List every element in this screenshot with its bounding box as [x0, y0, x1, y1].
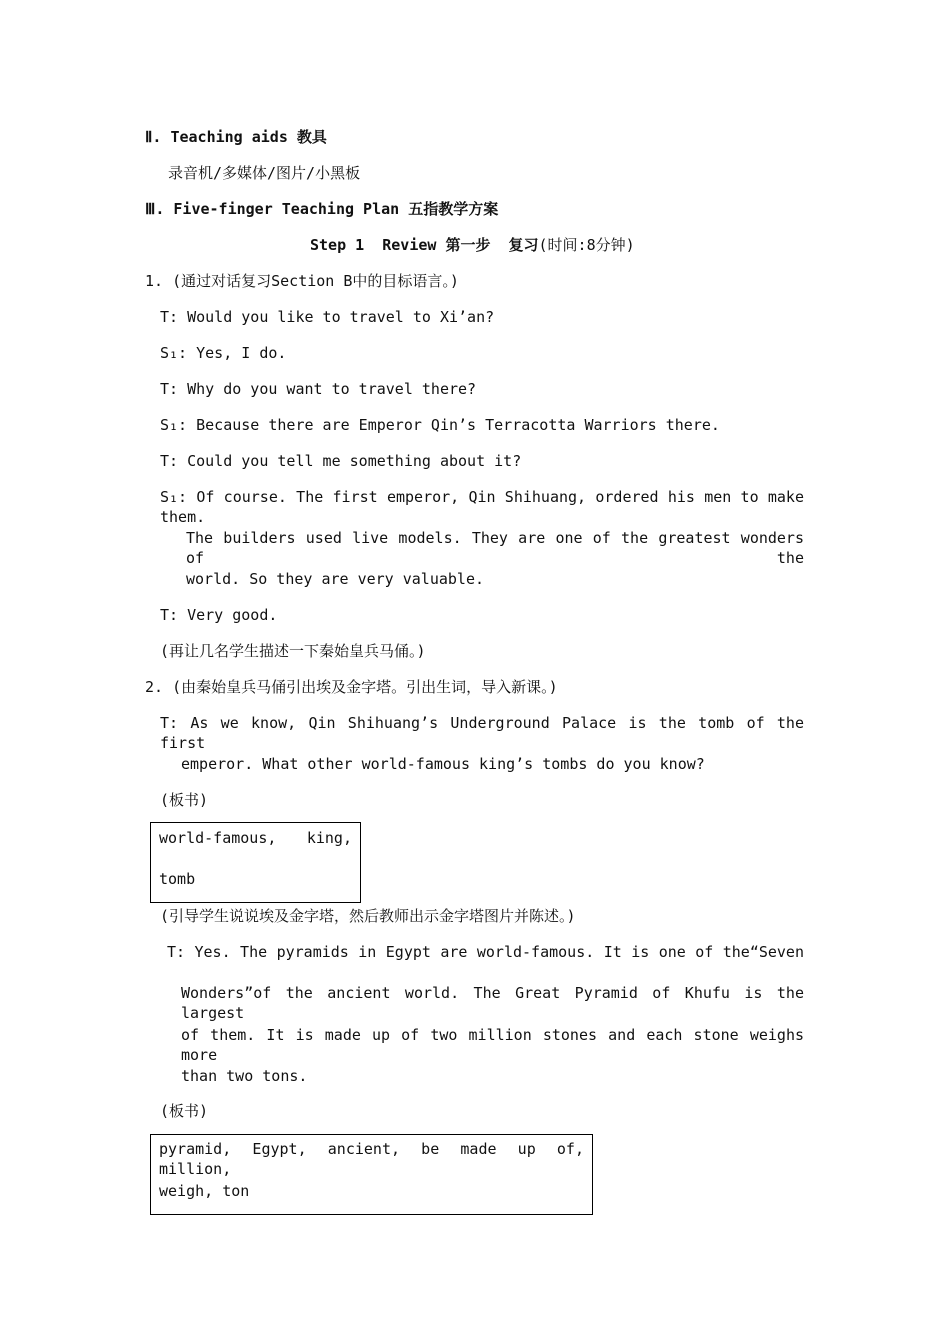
part-2-note: (引导学生说说埃及金字塔，然后教师出示金字塔图片并陈述。): [160, 907, 576, 925]
dialogue-line: S₁: Because there are Emperor Qin’s Terracotta Warriors there.: [160, 416, 720, 434]
board-label: (板书): [160, 791, 209, 809]
blackboard-box-2: [150, 1134, 593, 1215]
step-1-title: Step 1 Review 第一步 复习: [310, 236, 539, 254]
teacher-line: Wonders”of the ancient world. The Great Pyramid of Khufu is the largest: [181, 984, 804, 1022]
part-2-intro: 2. (由秦始皇兵马俑引出埃及金字塔。引出生词，导入新课。): [145, 678, 558, 696]
board-row: [159, 828, 352, 848]
dialogue-line: T: Very good.: [160, 606, 278, 624]
board-word: world-famous,: [159, 829, 277, 847]
board-row: pyramid, Egypt, ancient, be made up of, million,: [159, 1140, 584, 1178]
part-1-note: (再让几名学生描述一下秦始皇兵马俑。): [160, 642, 426, 660]
teacher-line: emperor. What other world-famous king’s tombs do you know?: [181, 755, 705, 773]
dialogue-line: S₁: Of course. The first emperor, Qin Shihuang, ordered his men to make them.: [160, 488, 804, 526]
dialogue-line: T: Would you like to travel to Xi’an?: [160, 308, 495, 326]
blackboard-box-1: [150, 822, 361, 903]
dialogue-line: S₁: Yes, I do.: [160, 344, 287, 362]
board-row: [159, 869, 352, 889]
board-label: (板书): [160, 1102, 209, 1120]
board-word: king,: [306, 829, 352, 847]
teacher-line: than two tons.: [181, 1067, 308, 1085]
teacher-line: T: Yes. The pyramids in Egypt are world-famous. It is one of the“Seven: [167, 943, 804, 961]
part-1-intro: 1. (通过对话复习Section B中的目标语言。): [145, 272, 459, 290]
teacher-line: T: As we know, Qin Shihuang’s Underground Palace is the tomb of the first: [160, 714, 804, 752]
step-1-time: (时间:8分钟): [538, 236, 635, 254]
section-2-heading: Ⅱ. Teaching aids 教具: [145, 128, 327, 146]
teacher-line: of them. It is made up of two million stones and each stone weighs more: [181, 1026, 804, 1064]
dialogue-line: T: Why do you want to travel there?: [160, 380, 477, 398]
board-row: weigh, ton: [159, 1182, 250, 1200]
dialogue-line: world. So they are very valuable.: [186, 570, 485, 588]
board-word: tomb: [159, 870, 196, 888]
teaching-aids-list: 录音机/多媒体/图片/小黑板: [168, 164, 361, 182]
dialogue-line: The builders used live models. They are one of the greatest wonders of the: [186, 529, 804, 567]
section-3-heading: Ⅲ. Five-finger Teaching Plan 五指教学方案: [145, 200, 499, 218]
dialogue-line: T: Could you tell me something about it?: [160, 452, 522, 470]
step-1-heading: [310, 235, 635, 255]
